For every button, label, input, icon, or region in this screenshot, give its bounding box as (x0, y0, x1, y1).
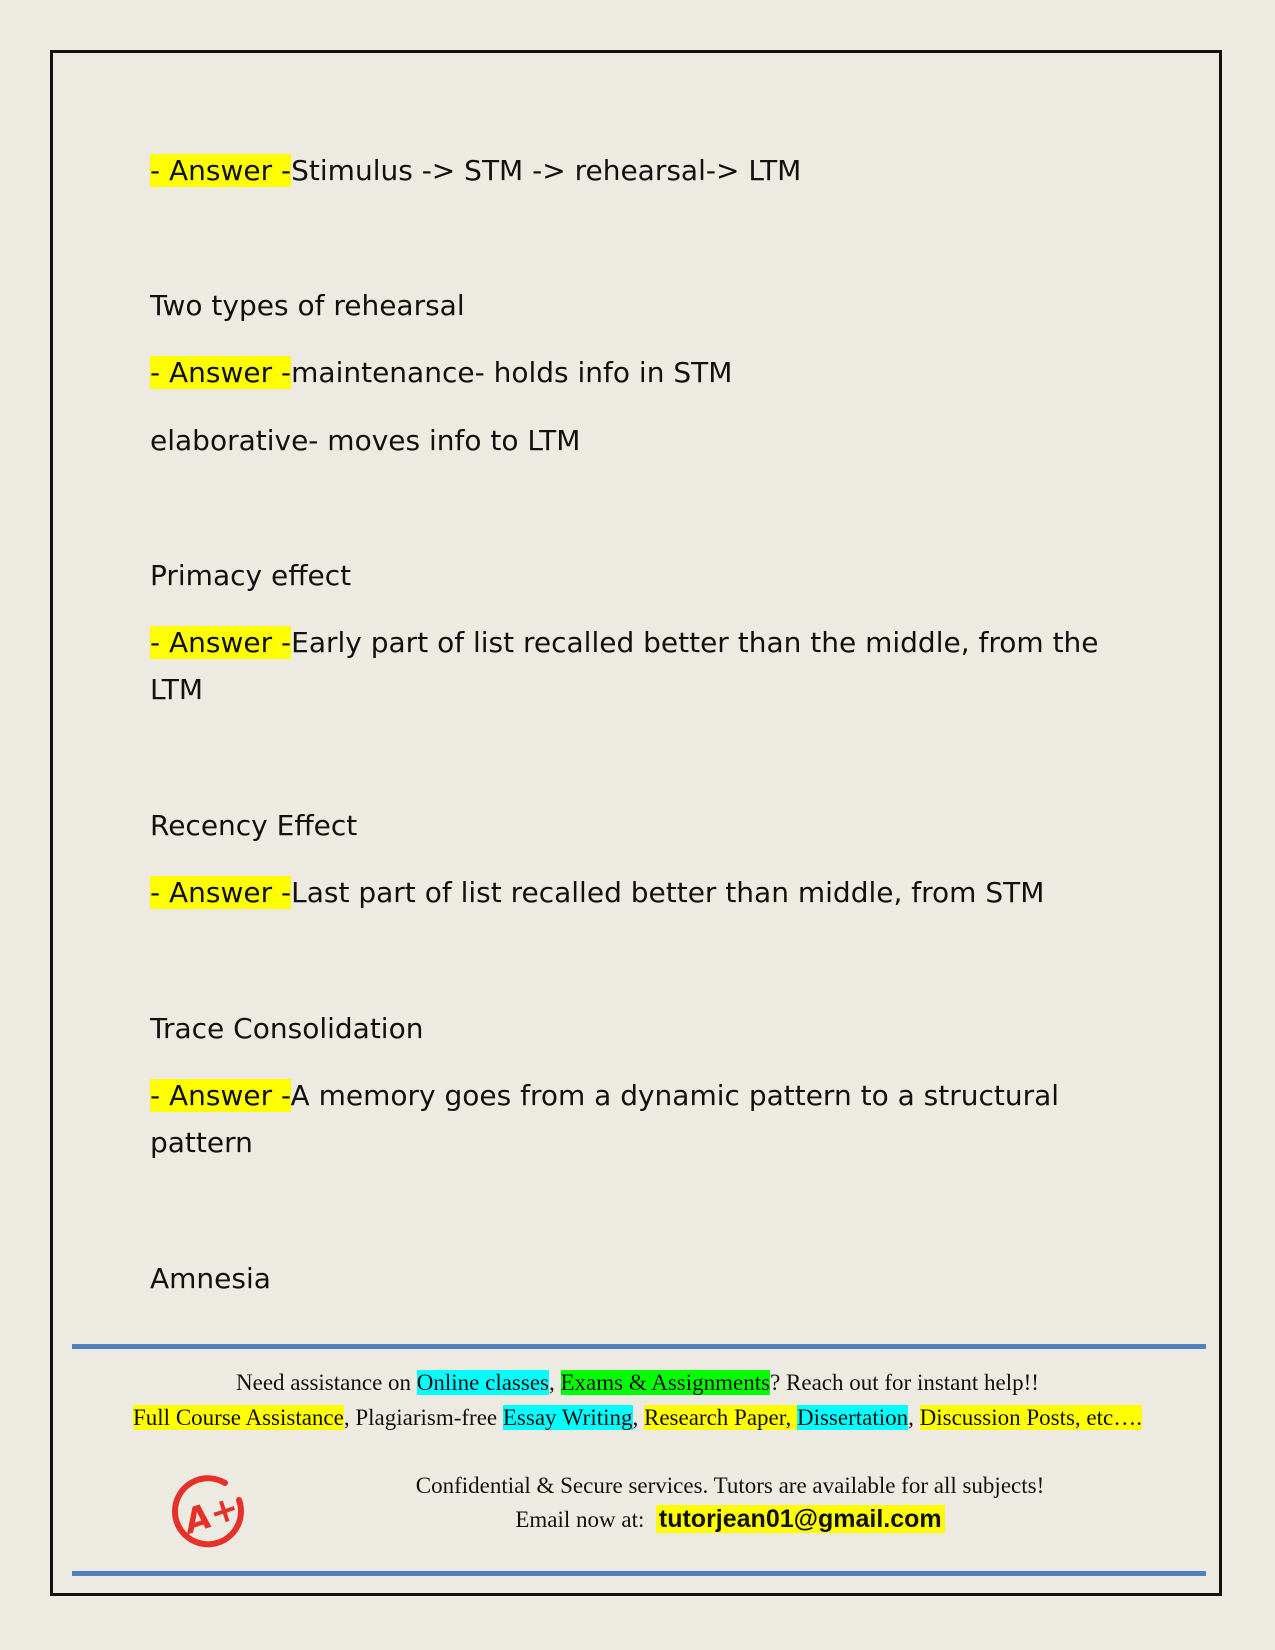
question-text: Primacy effect (150, 559, 352, 592)
answer-label: - Answer - (150, 154, 292, 187)
promo-research-paper: Research Paper, (644, 1405, 797, 1430)
answer-line (150, 350, 732, 396)
promo-full-course: Full Course Assistance (133, 1405, 344, 1430)
question-text: Recency Effect (150, 809, 358, 842)
a-plus-grade-icon (172, 1472, 248, 1552)
promo-online-classes: Online classes (416, 1370, 549, 1395)
promo-exams-assignments: Exams & Assignments (560, 1370, 771, 1395)
answer-label: - Answer - (150, 626, 292, 659)
answer-label: - Answer - (150, 876, 292, 909)
question-text: Trace Consolidation (150, 1012, 424, 1045)
question-text: Amnesia (150, 1262, 271, 1295)
answer-line (150, 870, 1044, 916)
promo-discussion-posts: Discussion Posts, etc…. (919, 1405, 1142, 1430)
promo-text: , Plagiarism-free (343, 1405, 503, 1430)
promo-text: , (908, 1405, 920, 1430)
answer-text: A memory goes from a dynamic pattern to a structural (290, 1079, 1060, 1112)
promo-essay-writing: Essay Writing (502, 1405, 633, 1430)
answer-text: Last part of list recalled better than middle, from STM (291, 876, 1045, 909)
answer-text: Stimulus -> STM -> rehearsal-> LTM (291, 154, 802, 187)
question-text: Two types of rehearsal (150, 289, 465, 322)
promo-text: , (549, 1370, 561, 1395)
answer-line (150, 148, 801, 194)
answer-line (150, 620, 1099, 666)
promo-text: , (632, 1405, 644, 1430)
footer-promo-line-2 (60, 1401, 1215, 1435)
promo-text: Need assistance on (236, 1370, 417, 1395)
svg-text:A+: A+ (179, 1487, 244, 1543)
answer-text: elaborative- moves info to LTM (150, 424, 581, 457)
answer-text: maintenance- holds info in STM (291, 356, 733, 389)
answer-text: Early part of list recalled better than the middle, from the (291, 626, 1099, 659)
answer-line (150, 1073, 1059, 1119)
promo-dissertation: Dissertation (796, 1405, 909, 1430)
footer-email-line (295, 1502, 1165, 1537)
answer-label: - Answer - (150, 1079, 291, 1112)
footer-promo-line-1 (60, 1366, 1215, 1400)
email-label: Email now at: (515, 1507, 645, 1532)
answer-text: pattern (150, 1126, 253, 1159)
answer-label: - Answer - (150, 356, 292, 389)
footer-bottom-rule (72, 1571, 1206, 1576)
footer-confidential-text: Confidential & Secure services. Tutors are available for all subjects! (415, 1473, 1045, 1498)
promo-text: ? Reach out for instant help!! (770, 1370, 1039, 1395)
answer-text: LTM (150, 673, 204, 706)
footer-top-rule (72, 1344, 1206, 1349)
email-link[interactable]: tutorjean01@gmail.com (656, 1505, 945, 1533)
